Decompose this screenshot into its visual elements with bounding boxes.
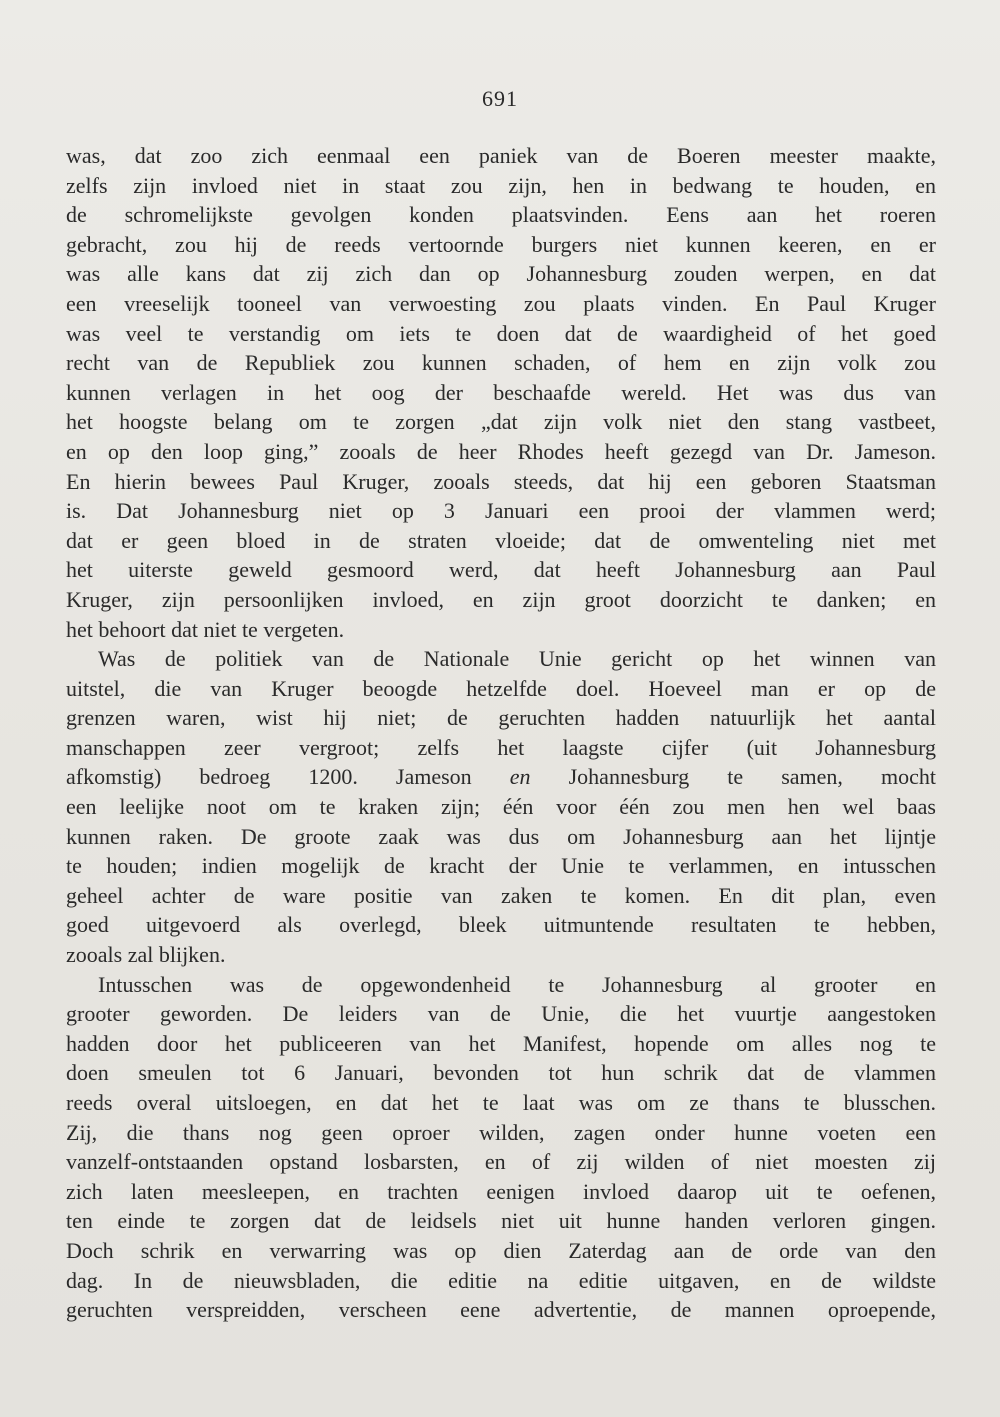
text-line: Kruger, zijn persoonlijken invloed, en zijn groot doorzicht te danken; en <box>66 586 936 612</box>
paragraph-1 <box>66 141 936 644</box>
text-line: grooter geworden. De leiders van de Unie, die het vuurtje aangestoken <box>66 1001 936 1027</box>
text-line: Zij, die thans nog geen oproer wilden, zagen onder hunne voeten een <box>66 1119 936 1145</box>
page-number: 691 <box>482 86 518 111</box>
text-line: reeds overal uitsloegen, en dat het te laat was om ze thans te blusschen. <box>66 1090 936 1115</box>
text-line: manschappen zeer vergroot; zelfs het laagste cijfer (uit Johannesburg <box>66 734 936 760</box>
text-line: uitstel, die van Kruger beoogde hetzelfde doel. Hoeveel man er op de <box>66 675 936 701</box>
text-line: gebracht, zou hij de reeds vertoornde burgers niet kunnen keeren, en er <box>66 231 936 257</box>
text-line: zooals zal blijken. <box>66 942 226 968</box>
text-line: Doch schrik en verwarring was op dien Zaterdag aan de orde van den <box>66 1237 936 1263</box>
text-line: hadden door het publiceeren van het Manifest, hopende om alles nog te <box>66 1030 936 1056</box>
text-line: een leelijke noot om te kraken zijn; één voor één zou men hen wel baas <box>66 794 936 820</box>
text-line: Was de politiek van de Nationale Unie gericht op het winnen van <box>98 646 936 672</box>
text-line: goed uitgevoerd als overlegd, bleek uitmuntende resultaten te hebben, <box>66 912 936 938</box>
text-line: is. Dat Johannesburg niet op 3 Januari een prooi der vlammen werd; <box>66 498 936 524</box>
text-line: het uiterste geweld gesmoord werd, dat heeft Johannesburg aan Paul <box>66 557 936 583</box>
text-line: een vreeselijk tooneel van verwoesting zou plaats vinden. En Paul Kruger <box>66 290 936 316</box>
text-line: de schromelijkste gevolgen konden plaatsvinden. Eens aan het roeren <box>66 202 936 228</box>
text-line: en op den loop ging,” zooals de heer Rhodes heeft gezegd van Dr. Jameson. <box>66 438 936 464</box>
text-line: het behoort dat niet te vergeten. <box>66 616 345 642</box>
text-line: vanzelf-ontstaanden opstand losbarsten, en of zij wilden of niet moesten zij <box>66 1149 936 1175</box>
text-line: het hoogste belang om te zorgen „dat zijn volk niet den stang vastbeet, <box>66 409 936 435</box>
text-line: doen smeulen tot 6 Januari, bevonden tot hun schrik dat de vlammen <box>66 1060 936 1086</box>
text-line: geheel achter de ware positie van zaken te komen. En dit plan, even <box>66 882 936 908</box>
paragraph-2 <box>66 644 936 970</box>
text-line: grenzen waren, wist hij niet; de geruchten hadden natuurlijk het aantal <box>66 705 936 731</box>
text-line: dag. In de nieuwsbladen, die editie na editie uitgaven, en de wildste <box>66 1267 936 1293</box>
text-line: kunnen verlagen in het oog der beschaafde wereld. Het was dus van <box>66 379 936 405</box>
text-line: En hierin bewees Paul Kruger, zooals steeds, dat hij een geboren Staatsman <box>66 468 936 494</box>
text-line: ten einde te zorgen dat de leidsels niet uit hunne handen verloren gingen. <box>66 1208 936 1234</box>
text-line: afkomstig) bedroeg 1200. Jameson en Johannesburg te samen, mocht <box>66 764 937 790</box>
text-line: geruchten verspreidden, verscheen eene advertentie, de mannen oproepende, <box>66 1297 936 1323</box>
text-line: zich laten meesleepen, en trachten eenigen invloed daarop uit te oefenen, <box>66 1178 936 1204</box>
italic-word: en <box>509 764 531 790</box>
text-line: dat er geen bloed in de straten vloeide; dat de omwenteling niet met <box>66 527 936 553</box>
text-line: te houden; indien mogelijk de kracht der Unie te verlammen, en intusschen <box>66 853 936 879</box>
text-line: was veel te verstandig om iets te doen dat de waardigheid of het goed <box>66 320 936 346</box>
paragraph-3 <box>66 970 936 1325</box>
text-line: Intusschen was de opgewondenheid te Johannesburg al grooter en <box>98 971 936 997</box>
text-line: zelfs zijn invloed niet in staat zou zijn, hen in bedwang te houden, en <box>66 172 936 198</box>
page-body <box>66 141 936 1325</box>
text-line: recht van de Republiek zou kunnen schaden, of hem en zijn volk zou <box>66 350 936 376</box>
text-line: was alle kans dat zij zich dan op Johannesburg zouden werpen, en dat <box>66 261 936 287</box>
text-line: kunnen raken. De groote zaak was dus om Johannesburg aan het lijntje <box>66 823 936 849</box>
text-line: was, dat zoo zich eenmaal een paniek van de Boeren meester maakte, <box>66 143 936 168</box>
